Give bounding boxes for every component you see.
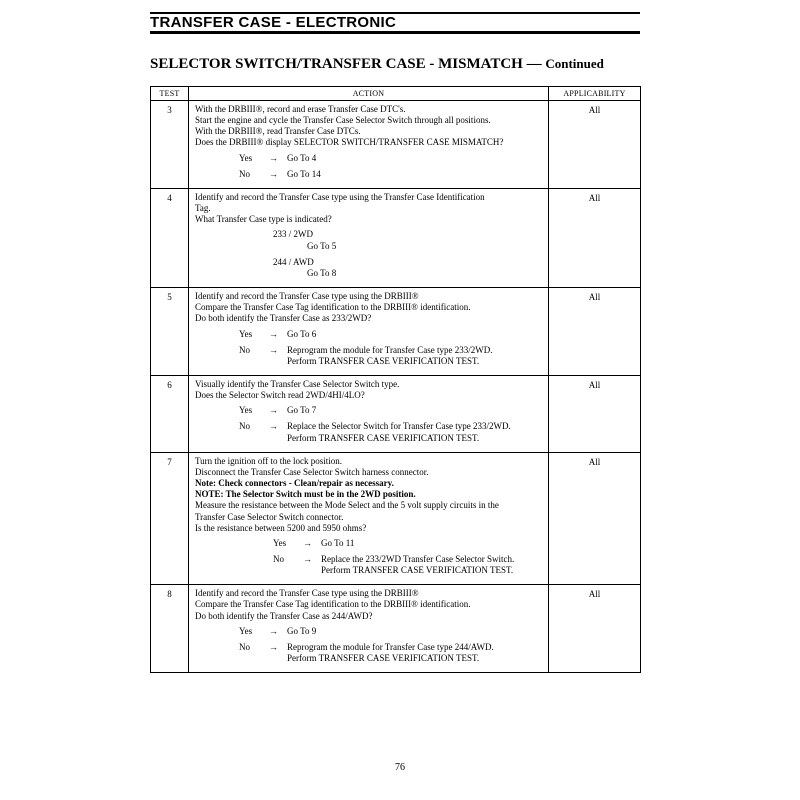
action-line: Disconnect the Transfer Case Selector Switch harness connector.	[195, 466, 429, 477]
action-cell	[189, 375, 549, 452]
arrow-icon: →	[269, 641, 278, 652]
answer-no	[195, 421, 544, 432]
action-line: Transfer Case Selector Switch connector.	[195, 511, 344, 522]
answer-label: Yes	[239, 152, 253, 163]
action-cell	[189, 452, 549, 585]
section-title-text: SELECTOR SWITCH/TRANSFER CASE - MISMATCH	[150, 56, 523, 72]
answer-text: Go To 7	[287, 405, 317, 416]
answer-block	[195, 626, 544, 664]
answer-label: No	[239, 421, 250, 432]
action-line: Do both identify the Transfer Case as 244/AWD?	[195, 610, 373, 621]
answer-yes	[195, 538, 544, 549]
option-goto: Go To 5	[307, 240, 337, 251]
action-line: Turn the ignition off to the lock position.	[195, 455, 343, 466]
option-label: 233 / 2WD	[273, 229, 313, 240]
test-number: 6	[151, 375, 189, 452]
applicability-value: All	[549, 188, 641, 287]
option-label: 244 / AWD	[273, 256, 314, 267]
answer-yes	[195, 405, 544, 416]
answer-label: Yes	[239, 625, 253, 636]
answer-text-continued: Perform TRANSFER CASE VERIFICATION TEST.	[321, 565, 514, 576]
table-row	[151, 452, 641, 585]
table-header-row	[151, 87, 641, 101]
action-line: Visually identify the Transfer Case Selector Switch type.	[195, 378, 400, 389]
test-number: 7	[151, 452, 189, 585]
test-number: 5	[151, 288, 189, 376]
answer-text: Go To 6	[287, 328, 317, 339]
answer-no	[195, 642, 544, 653]
answer-block	[195, 153, 544, 180]
answer-text-continued: Perform TRANSFER CASE VERIFICATION TEST.	[287, 432, 480, 443]
answer-no	[195, 345, 544, 356]
answer-no	[195, 169, 544, 180]
table-row	[151, 375, 641, 452]
arrow-icon: →	[269, 405, 278, 416]
answer-block	[195, 329, 544, 367]
column-header-applicability: APPLICABILITY	[549, 87, 641, 101]
test-number: 4	[151, 188, 189, 287]
arrow-icon: →	[269, 625, 278, 636]
table-row	[151, 188, 641, 287]
answer-yes	[195, 153, 544, 164]
answer-text: Go To 4	[287, 152, 317, 163]
answer-yes	[195, 626, 544, 637]
arrow-icon: →	[269, 421, 278, 432]
diagnostic-table	[150, 86, 641, 673]
action-line: Measure the resistance between the Mode Select and the 5 volt supply circuits in the	[195, 500, 499, 511]
action-cell	[189, 288, 549, 376]
arrow-icon: →	[269, 344, 278, 355]
page-header	[150, 12, 640, 34]
action-line: Identify and record the Transfer Case type using the DRBIII®	[195, 588, 419, 599]
arrow-icon: →	[269, 152, 278, 163]
action-line: Tag.	[195, 203, 211, 214]
answer-yes	[195, 329, 544, 340]
answer-label: Yes	[239, 405, 253, 416]
section-title-dash: —	[526, 56, 542, 72]
answer-block	[195, 405, 544, 443]
action-line: With the DRBIII®, record and erase Transfer Case DTC's.	[195, 104, 406, 114]
table-row	[151, 101, 641, 189]
answer-text-continued: Perform TRANSFER CASE VERIFICATION TEST.	[287, 653, 480, 664]
answer-block	[195, 538, 544, 576]
arrow-icon: →	[303, 537, 312, 548]
action-note: Note: Check connectors - Clean/repair as necessary.	[195, 478, 394, 489]
applicability-value: All	[549, 101, 641, 189]
answer-label: No	[239, 344, 250, 355]
table-row	[151, 288, 641, 376]
applicability-value: All	[549, 375, 641, 452]
answer-label: Yes	[239, 328, 253, 339]
action-line: Compare the Transfer Case Tag identification to the DRBIII® identification.	[195, 302, 471, 313]
test-number: 3	[151, 101, 189, 189]
action-cell	[189, 101, 549, 189]
arrow-icon: →	[269, 168, 278, 179]
answer-no	[195, 554, 544, 565]
arrow-icon: →	[303, 554, 312, 564]
action-line: Compare the Transfer Case Tag identification to the DRBIII® identification.	[195, 599, 471, 610]
column-header-action: ACTION	[189, 87, 549, 101]
section-title	[150, 56, 604, 73]
answer-text: Replace the Selector Switch for Transfer Case type 233/2WD.	[287, 421, 511, 432]
test-number: 8	[151, 585, 189, 673]
header-title: TRANSFER CASE - ELECTRONIC	[150, 14, 397, 31]
answer-text: Go To 14	[287, 168, 321, 179]
header-rule-bottom	[150, 31, 640, 34]
action-line: Does the DRBIII® display SELECTOR SWITCH/TRANSFER CASE MISMATCH?	[195, 137, 504, 148]
answer-label: No	[239, 168, 250, 179]
table-row	[151, 585, 641, 673]
action-line: What Transfer Case type is indicated?	[195, 214, 332, 225]
action-line: Do both identify the Transfer Case as 233/2WD?	[195, 313, 372, 324]
answer-text-continued: Perform TRANSFER CASE VERIFICATION TEST.	[287, 355, 480, 366]
option-block	[195, 229, 544, 279]
action-line: With the DRBIII®, read Transfer Case DTCs.	[195, 126, 361, 137]
applicability-value: All	[549, 452, 641, 585]
column-header-test: TEST	[151, 87, 189, 101]
page-number: 76	[395, 762, 405, 773]
answer-text: Reprogram the module for Transfer Case type 244/AWD.	[287, 641, 494, 652]
action-cell	[189, 188, 549, 287]
answer-text: Go To 11	[321, 537, 355, 548]
answer-text: Reprogram the module for Transfer Case type 233/2WD.	[287, 344, 493, 355]
arrow-icon: →	[269, 328, 278, 339]
answer-label: Yes	[273, 537, 287, 548]
answer-label: No	[239, 641, 250, 652]
option-goto: Go To 8	[307, 267, 337, 278]
action-line: Identify and record the Transfer Case type using the DRBIII®	[195, 291, 419, 302]
applicability-value: All	[549, 288, 641, 376]
section-title-continued: Continued	[545, 56, 604, 71]
answer-text: Replace the 233/2WD Transfer Case Selector Switch.	[321, 554, 515, 564]
action-line: Start the engine and cycle the Transfer Case Selector Switch through all positions.	[195, 115, 491, 126]
action-line: Does the Selector Switch read 2WD/4HI/4LO?	[195, 390, 365, 401]
action-line: Identify and record the Transfer Case type using the Transfer Case Identification	[195, 191, 485, 202]
action-cell	[189, 585, 549, 673]
applicability-value: All	[549, 585, 641, 673]
answer-label: No	[273, 554, 284, 564]
answer-text: Go To 9	[287, 625, 317, 636]
action-line: Is the resistance between 5200 and 5950 ohms?	[195, 522, 367, 533]
action-note: NOTE: The Selector Switch must be in the 2WD position.	[195, 489, 416, 500]
